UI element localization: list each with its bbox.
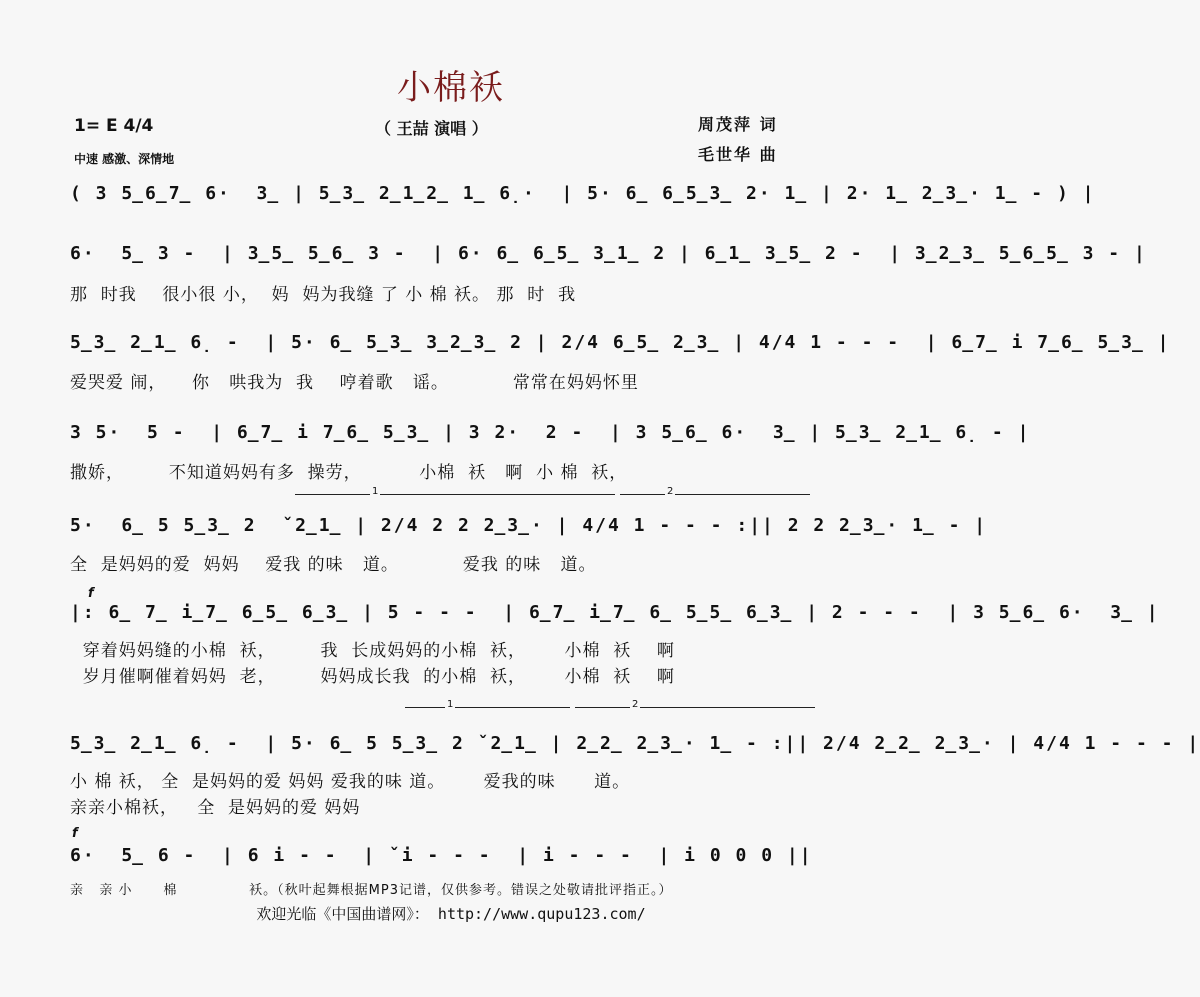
dynamic-forte-2: f	[72, 826, 78, 841]
song-title: 小棉袄	[397, 68, 505, 108]
lyricist-credit: 周茂萍 词	[698, 115, 778, 134]
score-row-5-lyrics: 穿着妈妈缝的小棉 袄， 我 长成妈妈的小棉 袄， 小棉 袄 啊	[70, 641, 675, 661]
score-row-4-lyrics: 全 是妈妈的爱 妈妈 爱我 的味 道。 爱我 的味 道。	[70, 555, 597, 575]
volta-bracket-3: 1	[405, 707, 570, 708]
tempo-marking: 中速 感激、深情地	[74, 152, 175, 166]
score-row-3-notes: 3 5· 5 - | 6̲7̲ i 7̲6̲ 5̲3̲ | 3 2· 2 - | 3 5̲6̲ 6· 3̲ | 5̲3̲ 2̲1̲ 6̣ - |	[70, 422, 1031, 443]
score-row-2-notes: 5̲3̲ 2̲1̲ 6̣ - | 5· 6̲ 5̲3̲ 3̲2̲3̲ 2 | 2/4 6̲5̲ 2̲3̲ | 4/4 1 - - - | 6̲7̲ i 7̲6̲ 5̲3̲ |	[70, 332, 1171, 353]
volta-bracket-4: 2	[575, 707, 815, 708]
composer-credit: 毛世华 曲	[698, 145, 778, 164]
score-row-4-notes: 5· 6̲ 5 5̲3̲ 2 ˇ2̲1̲ | 2/4 2 2 2̲3̲· | 4/4 1 - - - :|| 2 2 2̲3̲· 1̲ - |	[70, 515, 988, 536]
score-row-7-notes: 6· 5̲ 6 - | 6 i - - | ˇi - - - | i - - - | i 0 0 0 ||	[70, 845, 813, 866]
key-signature: 1= E 4/4	[74, 116, 154, 136]
score-row-1-lyrics: 那 时我 很小很 小， 妈 妈为我缝 了 小 棉 袄。 那 时 我	[70, 285, 577, 305]
score-row-6-lyrics: 小 棉 袄， 全 是妈妈的爱 妈妈 爱我的味 道。 爱我的味 道。	[70, 772, 631, 792]
score-row-6-notes: 5̲3̲ 2̲1̲ 6̣ - | 5· 6̲ 5 5̲3̲ 2 ˇ2̲1̲ | 2̲2̲ 2̲3̲· 1̲ - :|| 2/4 2̲2̲ 2̲3̲· | 4/4 1 - - - |	[70, 733, 1200, 754]
dynamic-forte-1: f	[88, 586, 94, 601]
singer-credit: （ 王喆 演唱 ）	[375, 119, 488, 138]
score-row-3-lyrics: 撒娇， 不知道妈妈有多 操劳， 小棉 袄 啊 小 棉 袄，	[70, 463, 628, 483]
score-row-5-notes: |: 6̲ 7̲ i̲7̲ 6̲5̲ 6̲3̲ | 5 - - - | 6̲7̲ i̲7̲ 6̲ 5̲5̲ 6̲3̲ | 2 - - - | 3 5̲6̲ 6· 3̲ |	[70, 602, 1160, 623]
score-row-6-lyrics-verse-2: 亲亲小棉袄， 全 是妈妈的爱 妈妈	[70, 798, 361, 818]
site-footer: 欢迎光临《中国曲谱网》： http://www.qupu123.com/	[256, 905, 646, 923]
volta-bracket-2: 2	[620, 494, 810, 495]
score-row-2-lyrics: 爱哭爱 闹， 你 哄我为 我 哼着歌 谣。 常常在妈妈怀里	[70, 373, 639, 393]
score-row-5-lyrics-verse-2: 岁月催啊催着妈妈 老， 妈妈成长我 的小棉 袄， 小棉 袄 啊	[70, 667, 675, 687]
score-row-7-lyrics: 亲 亲 小 棉 袄。（秋叶起舞根据MP3记谱，仅供参考。错误之处敬请批评指正。）	[70, 883, 673, 898]
volta-bracket-1: 1	[295, 494, 615, 495]
score-row-1-notes: 6· 5̲ 3 - | 3̲5̲ 5̲6̲ 3 - | 6· 6̲ 6̲5̲ 3̲1̲ 2 | 6̲1̲ 3̲5̲ 2 - | 3̲2̲3̲ 5̲6̲5̲ 3 - |	[70, 243, 1147, 264]
score-row-0-notes: ( 3 5̲6̲7̲ 6· 3̲ | 5̲3̲ 2̲1̲2̲ 1̲ 6̣· | 5· 6̲ 6̲5̲3̲ 2· 1̲ | 2· 1̲ 2̲3̲· 1̲ - ) |	[70, 183, 1096, 204]
